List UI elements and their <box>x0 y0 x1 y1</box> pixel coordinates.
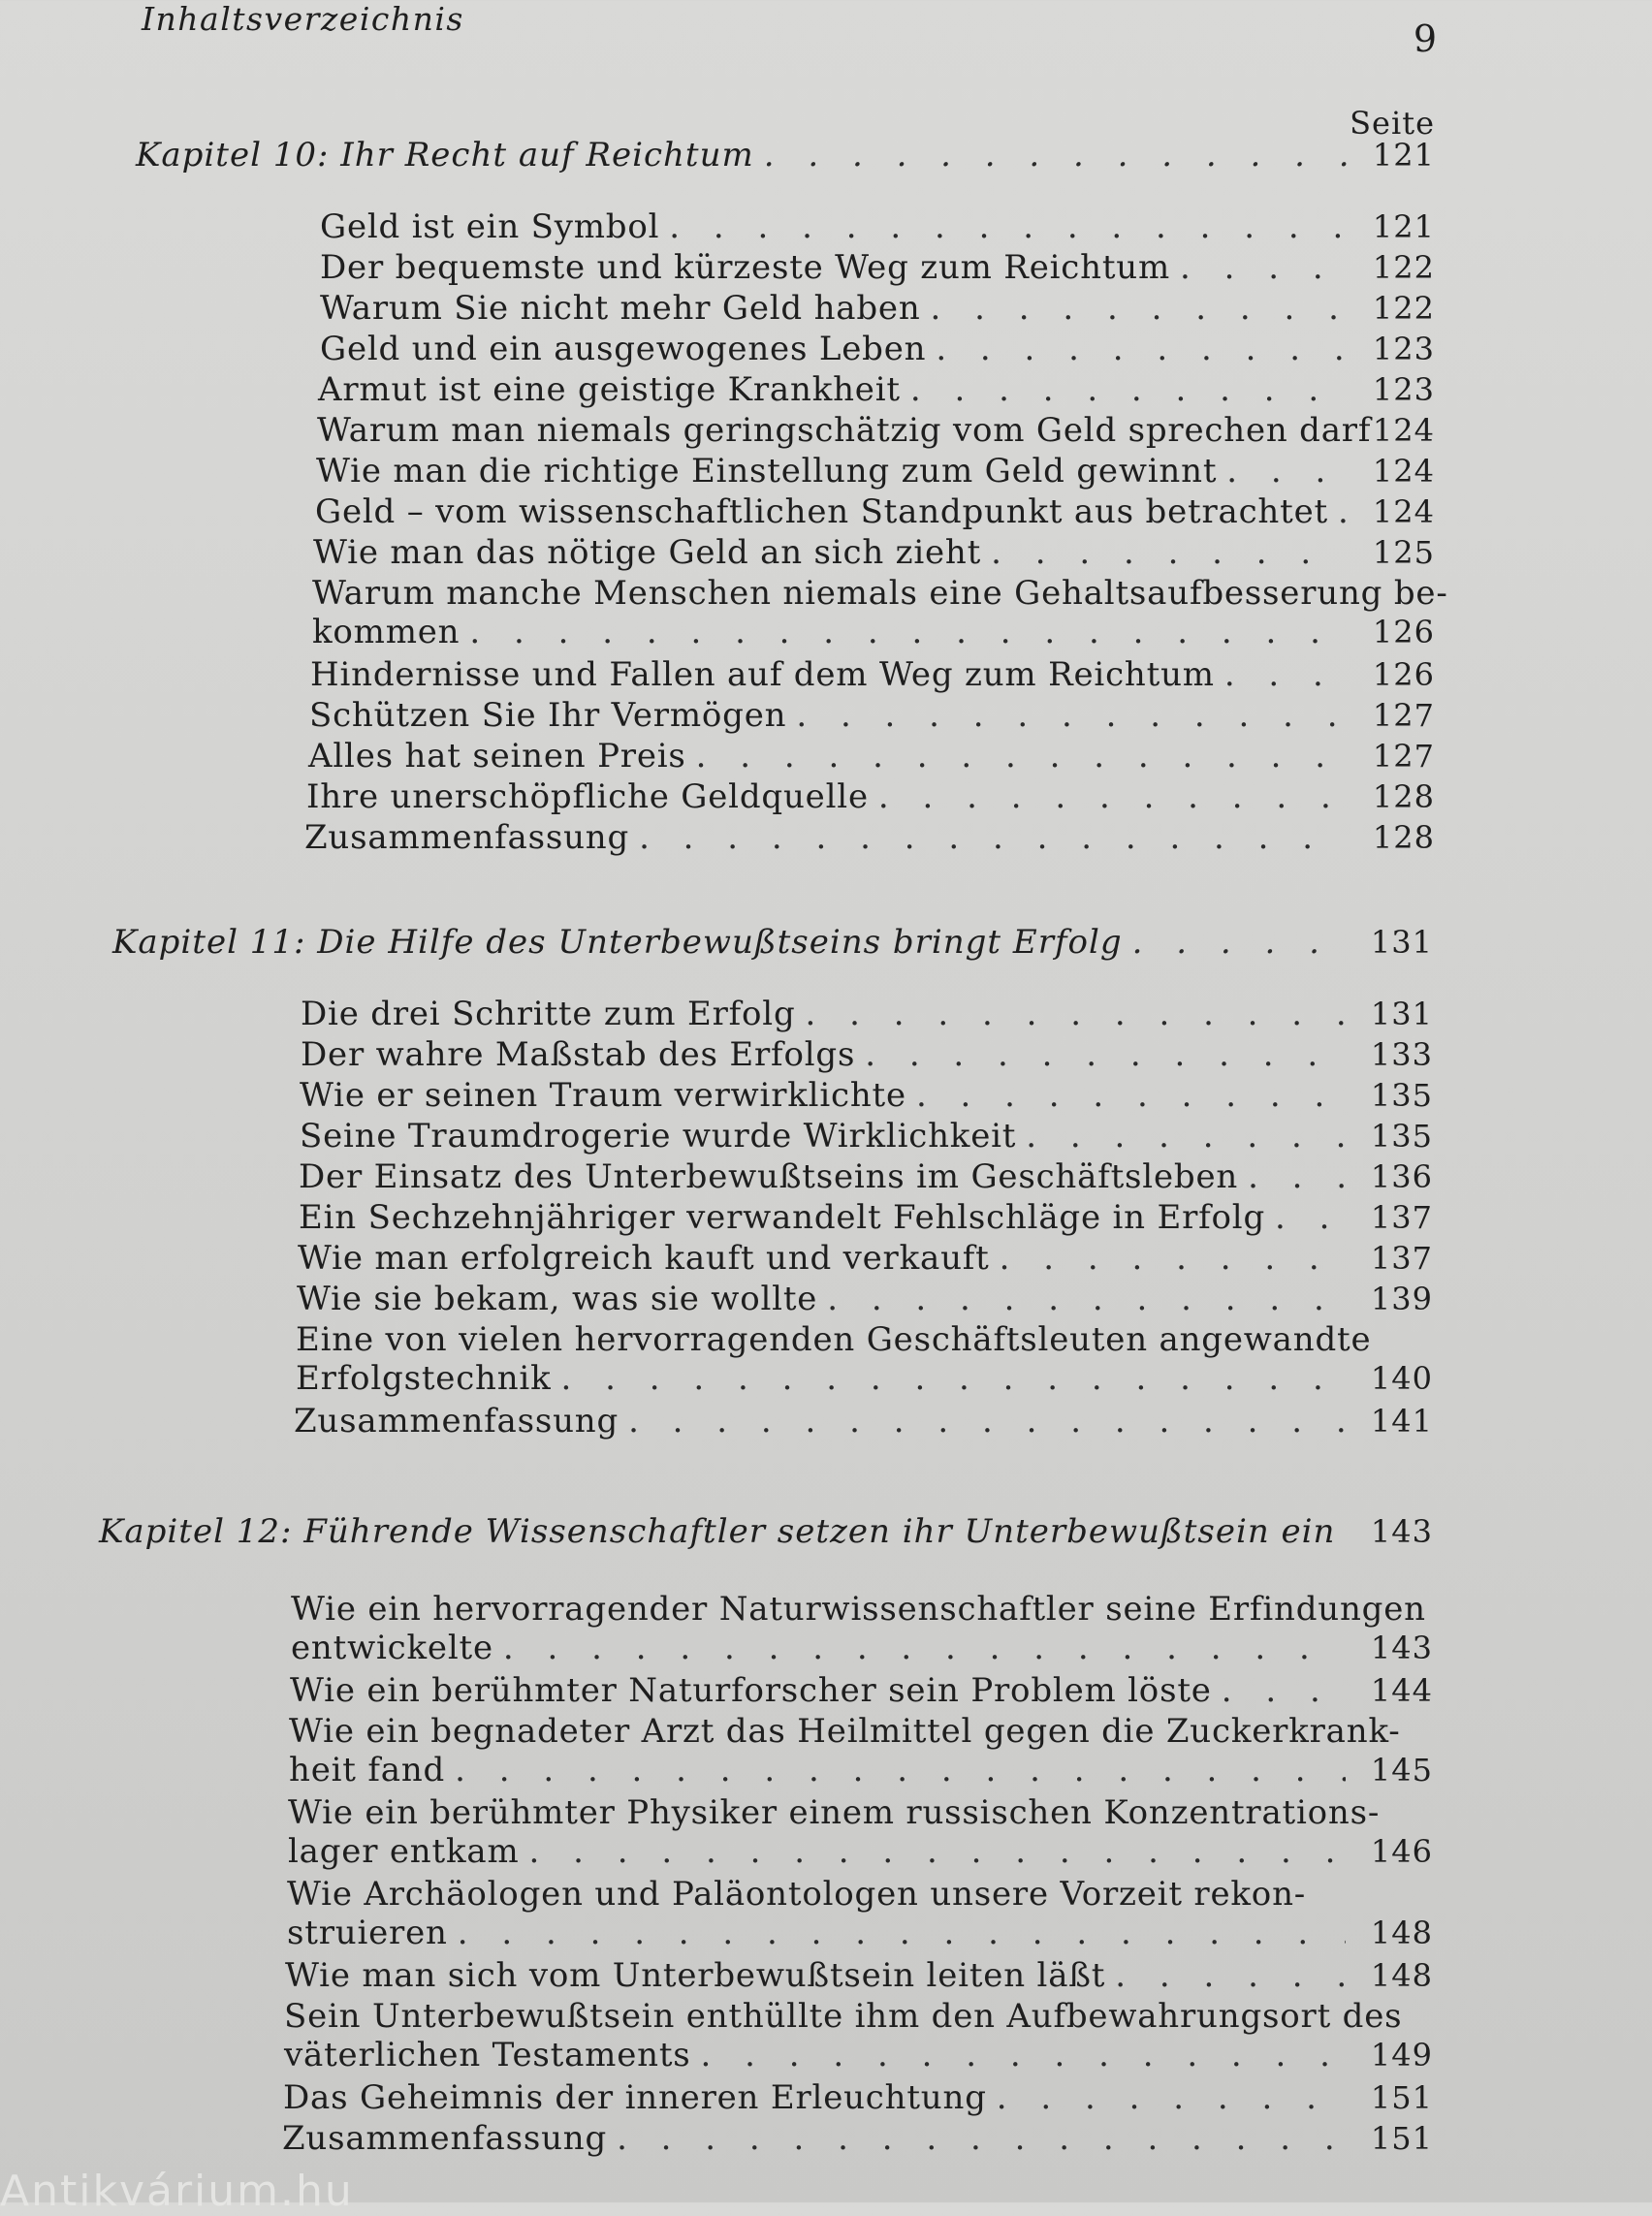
toc-entry <box>320 248 1435 287</box>
entry-page-number: 137 <box>1370 1240 1433 1277</box>
entry-title: Wie ein hervorragender Naturwissenschaftler seine Erfindungen <box>291 1590 1426 1629</box>
entry-text-block <box>285 1956 1346 1995</box>
text-line <box>320 207 1348 246</box>
entry-text-block <box>282 2119 1346 2158</box>
entry-text-block <box>287 1875 1346 1952</box>
dot-leader <box>460 613 1348 651</box>
toc-entry <box>294 1402 1433 1440</box>
entry-page-number: 136 <box>1370 1158 1433 1195</box>
toc-entry <box>301 995 1433 1033</box>
seite-column-label: Seite <box>1350 105 1435 142</box>
entry-title: entwickelte <box>291 1629 493 1667</box>
chapter-heading <box>112 923 1433 962</box>
text-line <box>316 452 1348 491</box>
entry-title: struieren <box>287 1914 448 1952</box>
entry-text-block <box>304 818 1348 857</box>
text-line <box>287 1875 1346 1914</box>
text-line <box>309 696 1348 735</box>
toc-entry <box>299 1198 1433 1237</box>
entry-text-block <box>289 1712 1401 1789</box>
dot-leader <box>448 1914 1346 1952</box>
dot-leader <box>906 1076 1346 1115</box>
entry-page-number: 123 <box>1372 331 1435 367</box>
text-line <box>282 2119 1346 2158</box>
toc-entry <box>308 737 1435 776</box>
toc-entry <box>318 370 1435 409</box>
text-line <box>288 1793 1381 1832</box>
dot-leader <box>1016 1117 1346 1155</box>
entry-page-number: 122 <box>1372 249 1435 286</box>
entry-page-number: 126 <box>1372 656 1435 693</box>
entry-text-block <box>313 533 1348 572</box>
entry-text-block <box>299 1198 1346 1237</box>
dot-leader <box>817 1280 1346 1318</box>
entry-title: Der Einsatz des Unterbewußtseins im Geschäftsleben <box>299 1157 1239 1196</box>
entry-page-number: 151 <box>1370 2079 1433 2116</box>
entry-title: Wie Archäologen und Paläontologen unsere Vorzeit rekon- <box>287 1875 1307 1914</box>
entry-page-number: 124 <box>1372 453 1435 490</box>
entry-title: Warum man niemals geringschätzig vom Geld sprechen darf <box>317 411 1372 450</box>
text-line <box>296 1320 1372 1359</box>
entry-title: Der wahre Maßstab des Erfolgs <box>301 1035 856 1074</box>
entry-page-number: 148 <box>1370 1915 1433 1951</box>
toc-entry <box>309 696 1435 735</box>
entry-title: Geld – vom wissenschaftlichen Standpunkt aus betrachtet <box>315 492 1328 531</box>
toc-entry <box>282 2119 1433 2158</box>
dot-leader <box>607 2119 1346 2158</box>
text-line <box>284 2036 1346 2074</box>
entry-page-number: 128 <box>1372 778 1435 815</box>
entry-title: Schützen Sie Ihr Vermögen <box>309 696 787 735</box>
text-line <box>306 777 1348 816</box>
chapter-title-block <box>136 136 1348 174</box>
chapter-heading <box>99 1512 1433 1551</box>
text-line <box>289 1751 1346 1789</box>
entry-text-block <box>290 1671 1346 1710</box>
toc-entry <box>320 330 1435 368</box>
entry-title: Alles hat seinen Preis <box>308 737 686 776</box>
entry-text-block <box>320 207 1348 246</box>
toc-entry <box>320 289 1435 328</box>
entry-title: väterlichen Testaments <box>284 2036 691 2074</box>
text-line <box>284 1997 1403 2036</box>
entry-title: Ein Sechzehnjähriger verwandelt Fehlschläge in Erfolg <box>299 1198 1266 1237</box>
entry-title: Wie man sich vom Unterbewußtsein leiten läßt <box>285 1956 1106 1995</box>
entry-text-block <box>301 1035 1346 1074</box>
dot-leader <box>990 1239 1346 1278</box>
entry-title: Ihre unerschöpfliche Geldquelle <box>306 777 869 816</box>
text-line <box>291 1590 1426 1629</box>
entry-title: Erfolgstechnik <box>296 1359 552 1398</box>
text-line <box>290 1671 1346 1710</box>
entry-page-number: 143 <box>1370 1630 1433 1666</box>
text-line <box>317 411 1372 450</box>
entry-title: Der bequemste und kürzeste Weg zum Reichtum <box>320 248 1171 287</box>
entry-title: kommen <box>312 613 461 651</box>
entry-page-number: 131 <box>1370 996 1433 1032</box>
entry-page-number: 125 <box>1372 534 1435 571</box>
entry-text-block <box>309 696 1348 735</box>
entry-page-number: 145 <box>1370 1752 1433 1789</box>
toc-entry <box>291 1590 1433 1667</box>
text-line <box>291 1629 1346 1667</box>
entry-page-number: 149 <box>1370 2037 1433 2074</box>
text-line <box>289 1712 1401 1751</box>
entry-page-number: 121 <box>1372 208 1435 245</box>
entry-title: Wie man das nötige Geld an sich zieht <box>313 533 982 572</box>
entry-text-block <box>310 655 1348 694</box>
entry-title: Wie man die richtige Einstellung zum Geld gewinnt <box>316 452 1218 491</box>
entry-page-number: 127 <box>1372 697 1435 734</box>
text-line <box>318 370 1348 409</box>
chapter-title: Kapitel 12: Führende Wissenschaftler setzen ihr Unterbewußtsein ein <box>99 1512 1336 1551</box>
text-line <box>300 1117 1346 1155</box>
dot-leader <box>926 330 1348 368</box>
dot-leader <box>1105 1956 1346 1995</box>
entry-page-number: 144 <box>1370 1672 1433 1709</box>
toc-entry <box>304 818 1435 857</box>
dot-leader <box>1170 248 1348 287</box>
dot-leader <box>855 1035 1346 1074</box>
chapter-title: Kapitel 10: Ihr Recht auf Reichtum <box>136 136 754 174</box>
entry-text-block <box>297 1280 1346 1318</box>
entry-title: Eine von vielen hervorragenden Geschäftsleuten angewandte <box>296 1320 1372 1359</box>
entry-page-number: 124 <box>1372 493 1435 530</box>
text-line <box>285 1956 1346 1995</box>
text-line <box>99 1512 1346 1551</box>
text-line <box>298 1239 1346 1278</box>
dot-leader <box>659 207 1348 246</box>
text-line <box>304 818 1348 857</box>
entry-title: Wie er seinen Traum verwirklichte <box>300 1076 906 1115</box>
entry-title: Warum Sie nicht mehr Geld haben <box>320 289 921 328</box>
text-line <box>136 136 1348 174</box>
dot-leader <box>981 533 1348 572</box>
entry-page-number: 127 <box>1372 738 1435 775</box>
entry-text-block <box>320 330 1348 368</box>
text-line <box>288 1832 1346 1871</box>
dot-leader <box>520 1832 1347 1871</box>
text-line <box>301 1035 1346 1074</box>
entry-title: Wie ein berühmter Naturforscher sein Problem löste <box>290 1671 1212 1710</box>
text-line <box>297 1280 1346 1318</box>
dot-leader <box>796 995 1346 1033</box>
toc-entry <box>284 1997 1433 2074</box>
entry-page-number: 141 <box>1370 1403 1433 1440</box>
dot-leader <box>869 777 1348 816</box>
entry-page-number: 139 <box>1370 1281 1433 1317</box>
entry-page-number: 140 <box>1370 1360 1433 1397</box>
entry-title: Die drei Schritte zum Erfolg <box>301 995 796 1033</box>
entry-text-block <box>320 248 1348 287</box>
entry-text-block <box>317 411 1372 450</box>
entry-page-number: 137 <box>1370 1199 1433 1236</box>
watermark: Antikvárium.hu <box>0 2167 354 2216</box>
entry-page-number: 122 <box>1372 290 1435 327</box>
chapter-title: Kapitel 11: Die Hilfe des Unterbewußtseins bringt Erfolg <box>112 923 1123 962</box>
dot-leader <box>921 289 1348 328</box>
entry-text-block <box>283 2078 1346 2117</box>
toc-entry <box>306 777 1435 816</box>
entry-text-block <box>298 1239 1346 1278</box>
entry-page-number: 135 <box>1370 1118 1433 1155</box>
entry-text-block <box>320 289 1348 328</box>
toc-entry <box>315 492 1435 531</box>
text-line <box>294 1402 1346 1440</box>
entry-page-number: 124 <box>1372 412 1435 449</box>
chapter-title-block <box>112 923 1346 962</box>
toc-entry <box>313 533 1435 572</box>
dot-leader <box>987 2078 1346 2117</box>
entry-text-block <box>288 1793 1381 1871</box>
text-line <box>312 613 1348 651</box>
entry-title: Wie ein begnadeter Arzt das Heilmittel gegen die Zuckerkrank- <box>289 1712 1401 1751</box>
text-line <box>310 655 1348 694</box>
toc-entry <box>316 452 1435 491</box>
text-line <box>320 248 1348 287</box>
running-head: Inhaltsverzeichnis <box>142 0 464 38</box>
text-line <box>301 995 1346 1033</box>
text-line <box>320 330 1348 368</box>
entry-text-block <box>316 452 1348 491</box>
toc-entry <box>287 1875 1433 1952</box>
text-line <box>296 1359 1346 1398</box>
text-line <box>313 533 1348 572</box>
dot-leader <box>619 1402 1346 1440</box>
toc-entry <box>297 1280 1433 1318</box>
toc-entry <box>288 1793 1433 1871</box>
dot-leader <box>1215 655 1348 694</box>
page-number: 9 <box>1413 17 1437 60</box>
entry-page-number: 146 <box>1370 1833 1433 1870</box>
chapter-page-number: 143 <box>1370 1513 1433 1550</box>
entry-title: Wie ein berühmter Physiker einem russischen Konzentrations- <box>288 1793 1381 1832</box>
toc-entry <box>290 1671 1433 1710</box>
toc-entry <box>300 1117 1433 1155</box>
dot-leader <box>1328 492 1348 531</box>
entry-title: Wie man erfolgreich kauft und verkauft <box>298 1239 990 1278</box>
entry-text-block <box>306 777 1348 816</box>
toc-entry <box>310 655 1435 694</box>
text-line <box>112 923 1346 962</box>
text-line <box>287 1914 1346 1952</box>
text-line <box>299 1198 1346 1237</box>
entry-page-number: 151 <box>1370 2120 1433 2157</box>
dot-leader <box>901 370 1348 409</box>
dot-leader <box>629 818 1348 857</box>
entry-title: Sein Unterbewußtsein enthüllte ihm den Aufbewahrungsort des <box>284 1997 1403 2036</box>
toc-entry <box>320 207 1435 246</box>
entry-page-number: 148 <box>1370 1957 1433 1994</box>
entry-title: Warum manche Menschen niemals eine Gehaltsaufbesserung be- <box>312 574 1448 613</box>
text-line <box>312 574 1448 613</box>
entry-text-block <box>318 370 1348 409</box>
dot-leader <box>1238 1157 1346 1196</box>
entry-title: Wie sie bekam, was sie wollte <box>297 1280 818 1318</box>
toc-entry <box>298 1239 1433 1278</box>
entry-title: Zusammenfassung <box>294 1402 620 1440</box>
entry-page-number: 126 <box>1372 614 1435 650</box>
entry-title: lager entkam <box>288 1832 520 1871</box>
dot-leader <box>1212 1671 1346 1710</box>
dot-leader <box>1265 1198 1346 1237</box>
chapter-page-number: 121 <box>1372 137 1435 174</box>
entry-page-number: 128 <box>1372 819 1435 856</box>
toc-entry <box>300 1076 1433 1115</box>
dot-leader <box>1123 923 1346 962</box>
entry-title: Zusammenfassung <box>282 2119 608 2158</box>
entry-title: Geld ist ein Symbol <box>320 207 660 246</box>
toc-entry <box>285 1956 1433 1995</box>
chapter-title-block <box>99 1512 1346 1551</box>
dot-leader <box>786 696 1348 735</box>
entry-title: Armut ist eine geistige Krankheit <box>318 370 901 409</box>
toc-entry <box>301 1035 1433 1074</box>
dot-leader <box>754 136 1348 174</box>
entry-title: Seine Traumdrogerie wurde Wirklichkeit <box>300 1117 1017 1155</box>
entry-title: Zusammenfassung <box>304 818 630 857</box>
toc-entry <box>289 1712 1433 1789</box>
entry-text-block <box>296 1320 1372 1398</box>
text-line <box>299 1157 1346 1196</box>
toc-entry <box>283 2078 1433 2117</box>
entry-text-block <box>300 1117 1346 1155</box>
entry-title: Das Geheimnis der inneren Erleuchtung <box>283 2078 987 2117</box>
text-line <box>283 2078 1346 2117</box>
text-line <box>315 492 1348 531</box>
chapter-page-number: 131 <box>1370 924 1433 961</box>
toc-entry <box>312 574 1448 651</box>
dot-leader <box>1217 452 1348 491</box>
chapter-heading <box>136 136 1435 174</box>
text-line <box>308 737 1348 776</box>
entry-title: heit fand <box>289 1751 446 1789</box>
entry-title: Geld und ein ausgewogenes Leben <box>320 330 927 368</box>
dot-leader <box>493 1629 1346 1667</box>
entry-page-number: 123 <box>1372 371 1435 408</box>
dot-leader <box>1335 1512 1346 1551</box>
toc-entry <box>296 1320 1433 1398</box>
entry-text-block <box>308 737 1348 776</box>
toc-entry <box>299 1157 1433 1196</box>
entry-text-block <box>300 1076 1346 1115</box>
text-line <box>300 1076 1346 1115</box>
text-line <box>320 289 1348 328</box>
entry-text-block <box>294 1402 1346 1440</box>
dot-leader <box>691 2036 1346 2074</box>
entry-text-block <box>315 492 1348 531</box>
entry-title: Hindernisse und Fallen auf dem Weg zum Reichtum <box>310 655 1215 694</box>
entry-text-block <box>301 995 1346 1033</box>
dot-leader <box>686 737 1348 776</box>
entry-page-number: 133 <box>1370 1036 1433 1073</box>
entry-text-block <box>299 1157 1346 1196</box>
entry-page-number: 135 <box>1370 1077 1433 1114</box>
dot-leader <box>552 1359 1346 1398</box>
toc-entry <box>317 411 1435 450</box>
dot-leader <box>445 1751 1346 1789</box>
